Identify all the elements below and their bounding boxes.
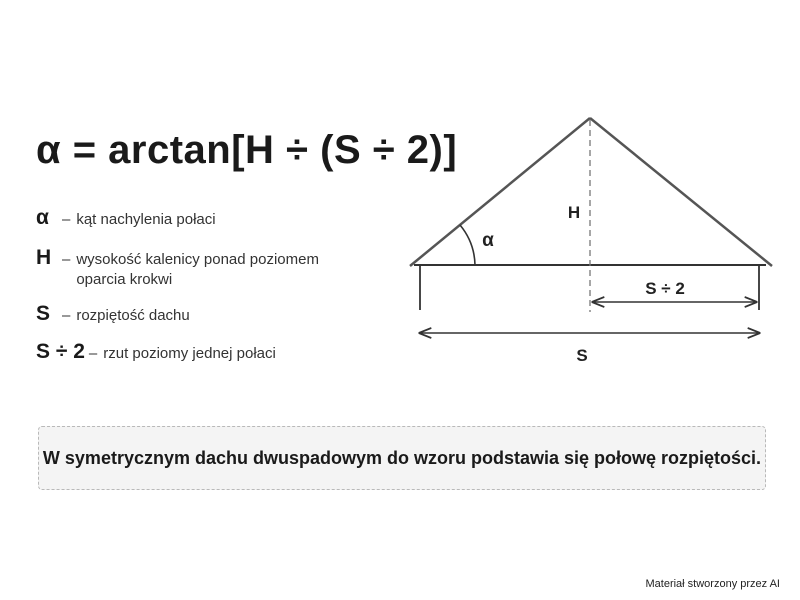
legend-symbol: S ÷ 2 — [36, 340, 85, 363]
note-box — [38, 426, 766, 490]
legend-description: wysokość kalenicy ponad poziomem — [76, 251, 319, 268]
legend-symbol: S — [36, 302, 51, 325]
ai-credit: Materiał stworzony przez AI — [645, 578, 780, 590]
half-span-label: S ÷ 2 — [645, 279, 685, 298]
angle-label: α — [482, 230, 494, 251]
note-text: W symetrycznym dachu dwuspadowym do wzoru podstawia się połowę rozpiętości. — [42, 447, 762, 468]
legend-description: rozpiętość dachu — [76, 307, 190, 324]
legend-description-continued: oparcia krokwi — [76, 271, 173, 288]
legend-description: rzut poziomy jednej połaci — [103, 345, 276, 362]
span-label: S — [576, 346, 588, 365]
legend-description: kąt nachylenia połaci — [76, 211, 216, 228]
legend-dash: – — [62, 251, 71, 268]
legend-dash: – — [62, 211, 71, 228]
legend-symbol: H — [36, 246, 52, 269]
formula: α = arctan[H ÷ (S ÷ 2)] — [36, 128, 458, 172]
height-label: H — [567, 203, 581, 222]
roof-slope-right — [590, 118, 772, 266]
roof-slope-left — [410, 118, 590, 266]
legend-symbol: α — [36, 206, 49, 229]
legend-dash: – — [62, 307, 71, 324]
legend-dash: – — [88, 345, 98, 362]
angle-arc — [460, 225, 475, 265]
